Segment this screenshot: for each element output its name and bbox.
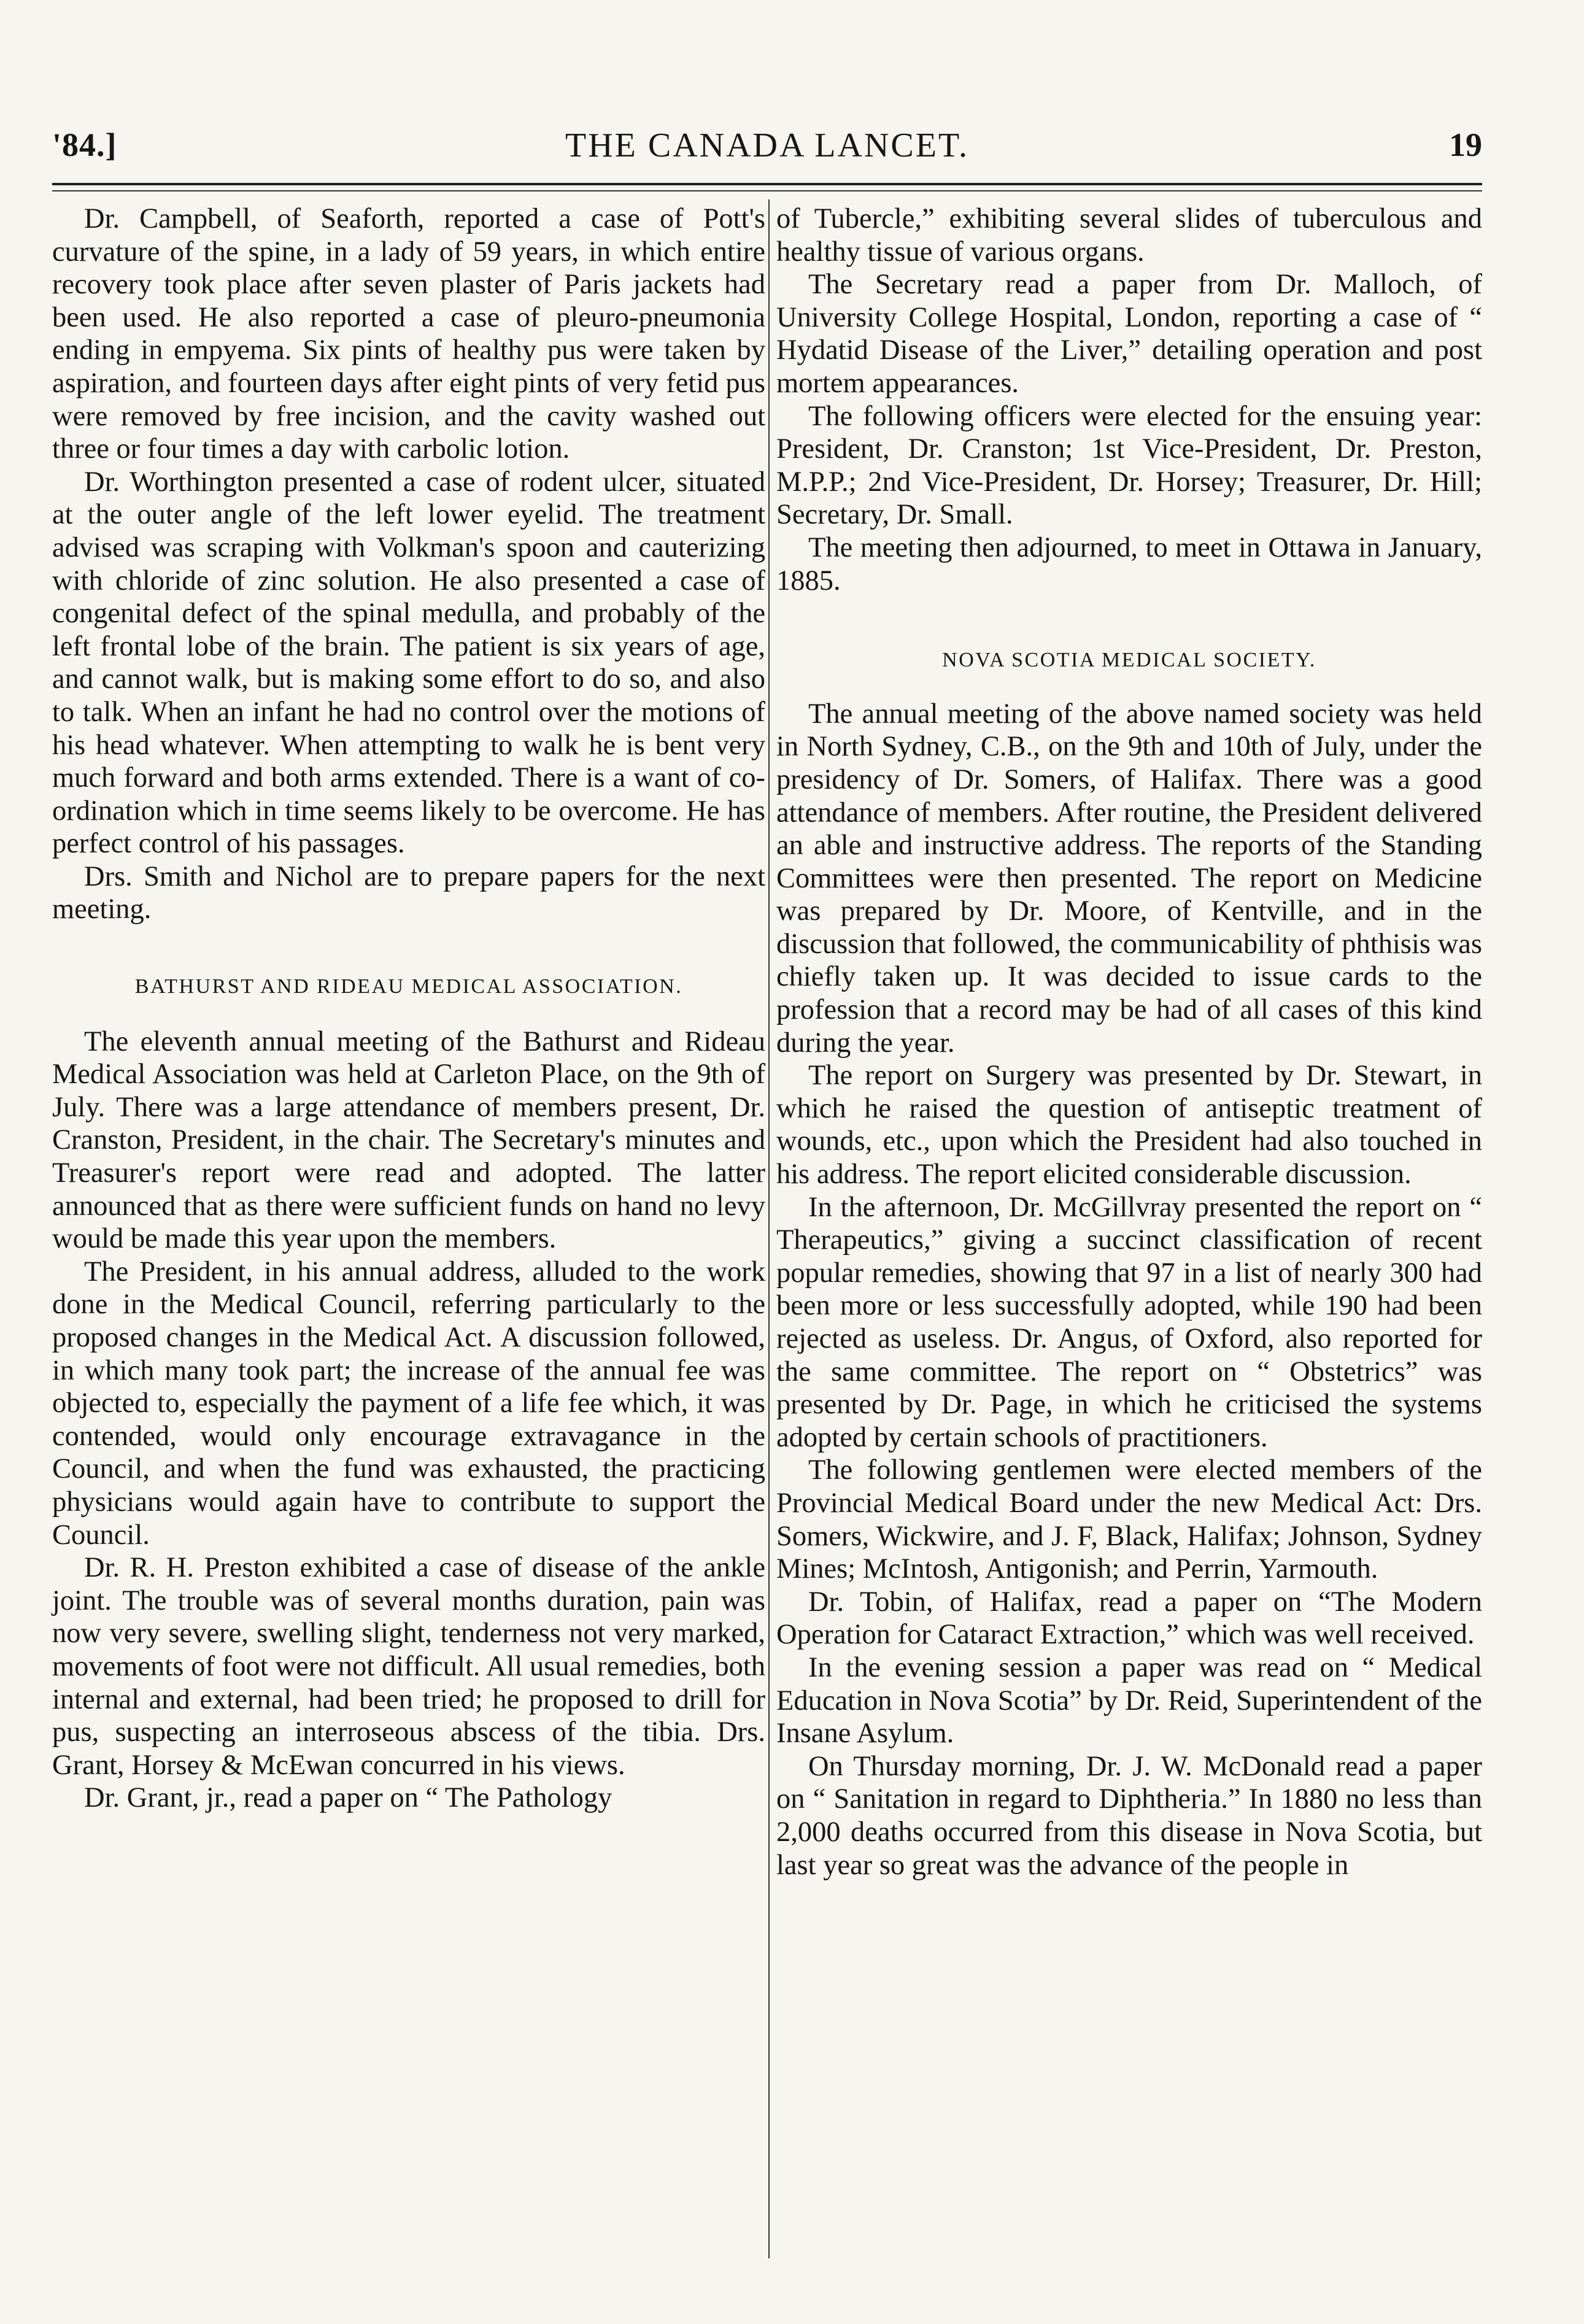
- paragraph-meeting-adjourned: The meeting then adjourned, to meet in Ottawa in January, 1885.: [776, 531, 1482, 596]
- paragraph-officers-elected: The following officers were elected for the ensuing year: President, Dr. Cranston; 1st Vice-President, Dr. Preston, M.P.P.; 2nd Vice-President, Dr. Horsey; Treasurer, Dr. Hill; Secretary, Dr. Small.: [776, 400, 1482, 531]
- paragraph-worthington-report: Dr. Worthington presented a case of rodent ulcer, situated at the outer angle of the left lower eyelid. The treatment advised was scraping with Volkman's spoon and cauterizing with chloride of zinc solution. He also presented a case of congenital defect of the spinal medulla, and probably of the left frontal lobe of the brain. The patient is six years of age, and cannot walk, but is making some effort to do so, and also to talk. When an infant he had no control over the motions of his head whatever. When attempting to walk he is bent very much forward and both arms extended. There is a want of co-ordination which in time seems likely to be overcome. He has perfect control of his passages.: [52, 466, 765, 860]
- paragraph-malloch-paper: The Secretary read a paper from Dr. Malloch, of University College Hospital, London, reporting a case of “ Hydatid Disease of the Liver,” detailing operation and post mortem appearances.: [776, 269, 1482, 399]
- paragraph-next-meeting: Drs. Smith and Nichol are to prepare papers for the next meeting.: [52, 860, 765, 925]
- paragraph-tubercle-continued: of Tubercle,” exhibiting several slides of tuberculous and healthy tissue of various organs.: [776, 203, 1482, 268]
- paragraph-campbell-report: Dr. Campbell, of Seaforth, reported a case of Pott's curvature of the spine, in a lady of 59 years, in which entire recovery took place after seven plaster of Paris jackets had been used. He also reported a case of pleuro-pneumonia ending in empyema. Six pints of healthy pus were taken by aspiration, and fourteen days after eight pints of very fetid pus were removed by free incision, and the cavity washed out three or four times a day with carbolic lotion.: [52, 203, 765, 465]
- paragraph-medical-board-members: The following gentlemen were elected members of the Provincial Medical Board under the new Medical Act: Drs. Somers, Wickwire, and J. F, Black, Halifax; Johnson, Sydney Mines; McIntosh, Antigonish; and Perrin, Yarmouth.: [776, 1454, 1482, 1585]
- paragraph-therapeutics-report: In the afternoon, Dr. McGillvray presented the report on “ Therapeutics,” giving a succinct classification of recent popular remedies, showing that 97 in a list of nearly 300 had been more or less successfully adopted, while 190 had been rejected as useless. Dr. Angus, of Oxford, also reported for the same committee. The report on “ Obstetrics” was presented by Dr. Page, in which he criticised the systems adopted by certain schools of practitioners.: [776, 1191, 1482, 1453]
- column-divider: [768, 199, 770, 2258]
- paragraph-diphtheria-sanitation: On Thursday morning, Dr. J. W. McDonald read a paper on “ Sanitation in regard to Diphtheria.” In 1880 no less than 2,000 deaths occurred from this disease in Nova Scotia, but last year so great was the advance of the people in: [776, 1750, 1482, 1881]
- header-rule-thick: [52, 183, 1482, 185]
- left-column: [52, 203, 765, 1815]
- paragraph-president-address: The President, in his annual address, alluded to the work done in the Medical Council, referring particularly to the proposed changes in the Medical Act. A discussion followed, in which many took part; the increase of the annual fee was objected to, especially the payment of a life fee which, it was contended, would only encourage extravagance in the Council, and when the fund was exhausted, the practicing physicians would again have to contribute to support the Council.: [52, 1256, 765, 1551]
- paragraph-eleventh-annual-meeting: The eleventh annual meeting of the Bathurst and Rideau Medical Association was held at Carleton Place, on the 9th of July. There was a large attendance of members present, Dr. Cranston, President, in the chair. The Secretary's minutes and Treasurer's report were read and adopted. The latter announced that as there were sufficient funds on hand no levy would be made this year upon the members.: [52, 1025, 765, 1255]
- paragraph-medical-education: In the evening session a paper was read on “ Medical Education in Nova Scotia” by Dr. Reid, Superintendent of the Insane Asylum.: [776, 1651, 1482, 1750]
- paragraph-preston-ankle-joint: Dr. R. H. Preston exhibited a case of disease of the ankle joint. The trouble was of several months duration, pain was now very severe, swelling slight, tenderness not very marked, movements of foot were not difficult. All usual remedies, both internal and external, had been tried; he proposed to drill for pus, suspecting an interroseous abscess of the tibia. Drs. Grant, Horsey & McEwan concurred in his views.: [52, 1552, 765, 1781]
- section-heading-bathurst-rideau: BATHURST AND RIDEAU MEDICAL ASSOCIATION.: [134, 975, 683, 998]
- header-rule-thin: [52, 190, 1482, 191]
- section-heading-nova-scotia: NOVA SCOTIA MEDICAL SOCIETY.: [942, 649, 1316, 672]
- page-number: 19: [1449, 126, 1482, 163]
- running-header: [52, 126, 1482, 175]
- paragraph-surgery-report: The report on Surgery was presented by Dr. Stewart, in which he raised the question of antiseptic treatment of wounds, etc., upon which the President had also touched in his address. The report elicited considerable discussion.: [776, 1060, 1482, 1191]
- journal-title: THE CANADA LANCET.: [565, 126, 970, 164]
- right-column: [776, 203, 1482, 1882]
- paragraph-tobin-cataract: Dr. Tobin, of Halifax, read a paper on “The Modern Operation for Cataract Extraction,” which was well received.: [776, 1586, 1482, 1651]
- header-volume-year: '84.]: [52, 126, 117, 163]
- paragraph-nova-scotia-annual-meeting: The annual meeting of the above named society was held in North Sydney, C.B., on the 9th and 10th of July, under the presidency of Dr. Somers, of Halifax. There was a good attendance of members. After routine, the President delivered an able and instructive address. The reports of the Standing Committees were then presented. The report on Medicine was prepared by Dr. Moore, of Kentville, and in the discussion that followed, the communicability of phthisis was chiefly taken up. It was decided to issue cards to the profession that a record may be had of all cases of this kind during the year.: [776, 698, 1482, 1059]
- paragraph-grant-pathology: Dr. Grant, jr., read a paper on “ The Pathology: [84, 1782, 612, 1814]
